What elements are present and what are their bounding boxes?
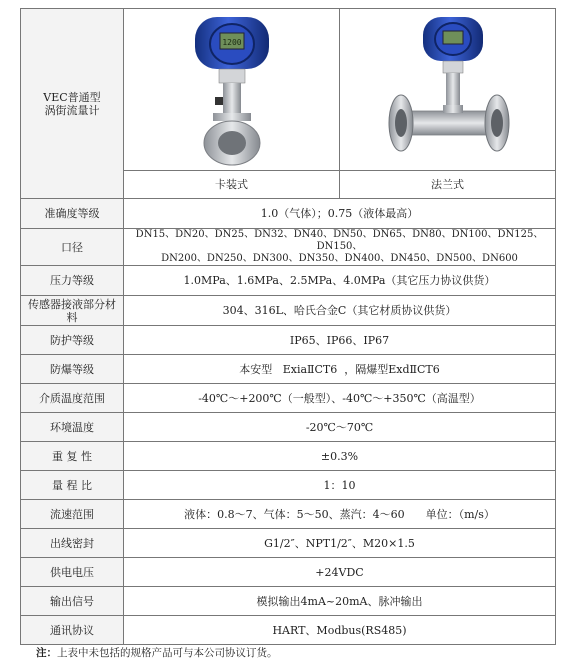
spec-label: 防护等级 <box>21 326 124 355</box>
spec-row-explosion <box>21 355 556 384</box>
spec-label: 出线密封 <box>21 529 124 558</box>
spec-row-power <box>21 558 556 587</box>
spec-label: 通讯协议 <box>21 616 124 645</box>
product-image-row <box>21 9 556 171</box>
spec-value: HART、Modbus(RS485) <box>124 616 556 645</box>
spec-label: 供电电压 <box>21 558 124 587</box>
spec-row-ambient-temp <box>21 413 556 442</box>
footnote-prefix: 注： <box>36 647 57 659</box>
spec-label: 防爆等级 <box>21 355 124 384</box>
spec-label: 口径 <box>21 229 124 266</box>
spec-row-protocol <box>21 616 556 645</box>
spec-label: 重 复 性 <box>21 442 124 471</box>
spec-value: 液体：0.8～7、气体：5～50、蒸汽：4～60 单位：（m/s） <box>124 500 556 529</box>
flange-type-image-cell <box>340 9 556 171</box>
spec-row-turndown <box>21 471 556 500</box>
spec-value-line: DN15、DN20、DN25、DN32、DN40、DN50、DN65、DN80、DN100、DN125、DN150、 <box>135 229 544 252</box>
spec-sheet <box>20 8 556 645</box>
spec-value: ±0.3% <box>124 442 556 471</box>
spec-value: -40℃～+200℃（一般型）、-40℃～+350℃（高温型） <box>124 384 556 413</box>
wafer-type-flowmeter-icon <box>157 11 307 169</box>
spec-label: 流速范围 <box>21 500 124 529</box>
spec-row-protection <box>21 326 556 355</box>
spec-row-pressure <box>21 266 556 296</box>
model-name-line1: VEC普通型 <box>43 90 101 104</box>
spec-value: 1：10 <box>124 471 556 500</box>
variant-b-label: 法兰式 <box>340 171 556 199</box>
spec-row-cable-seal <box>21 529 556 558</box>
display-readout: 1200 <box>221 37 242 47</box>
spec-value-line: DN200、DN250、DN300、DN350、DN400、DN450、DN500、DN600 <box>161 253 518 264</box>
spec-row-medium-temp <box>21 384 556 413</box>
footnote <box>36 645 278 660</box>
spec-label: 准确度等级 <box>21 199 124 229</box>
model-name-line2: 涡街流量计 <box>44 103 100 117</box>
spec-label: 介质温度范围 <box>21 384 124 413</box>
spec-table <box>20 8 556 645</box>
variant-a-label: 卡装式 <box>124 171 340 199</box>
spec-value: 304、316L、哈氏合金C（其它材质协议供货） <box>124 296 556 326</box>
spec-value: +24VDC <box>124 558 556 587</box>
spec-row-repeatability <box>21 442 556 471</box>
spec-value: IP65、IP66、IP67 <box>124 326 556 355</box>
footnote-text: 上表中未包括的规格产品可与本公司协议订货。 <box>57 647 278 659</box>
spec-value <box>124 229 556 266</box>
spec-value: 1.0MPa、1.6MPa、2.5MPa、4.0MPa（其它压力协议供货） <box>124 266 556 296</box>
spec-row-velocity <box>21 500 556 529</box>
spec-row-material <box>21 296 556 326</box>
spec-label: 量 程 比 <box>21 471 124 500</box>
spec-row-accuracy <box>21 199 556 229</box>
spec-row-output <box>21 587 556 616</box>
spec-label: 环境温度 <box>21 413 124 442</box>
spec-value: 模拟输出4mA~20mA、脉冲输出 <box>124 587 556 616</box>
spec-value: 本安型 ExiaⅡCT6 ，隔爆型ExdⅡCT6 <box>124 355 556 384</box>
spec-value: -20℃～70℃ <box>124 413 556 442</box>
spec-label: 传感器接液部分材料 <box>21 296 124 326</box>
spec-label: 压力等级 <box>21 266 124 296</box>
spec-row-diameter <box>21 229 556 266</box>
spec-label: 输出信号 <box>21 587 124 616</box>
spec-value: G1/2″、NPT1/2″、M20×1.5 <box>124 529 556 558</box>
spec-value: 1.0（气体）；0.75（液体最高） <box>124 199 556 229</box>
wafer-type-image-cell <box>124 9 340 171</box>
flange-type-flowmeter-icon <box>373 11 523 169</box>
model-name-cell <box>21 9 124 199</box>
